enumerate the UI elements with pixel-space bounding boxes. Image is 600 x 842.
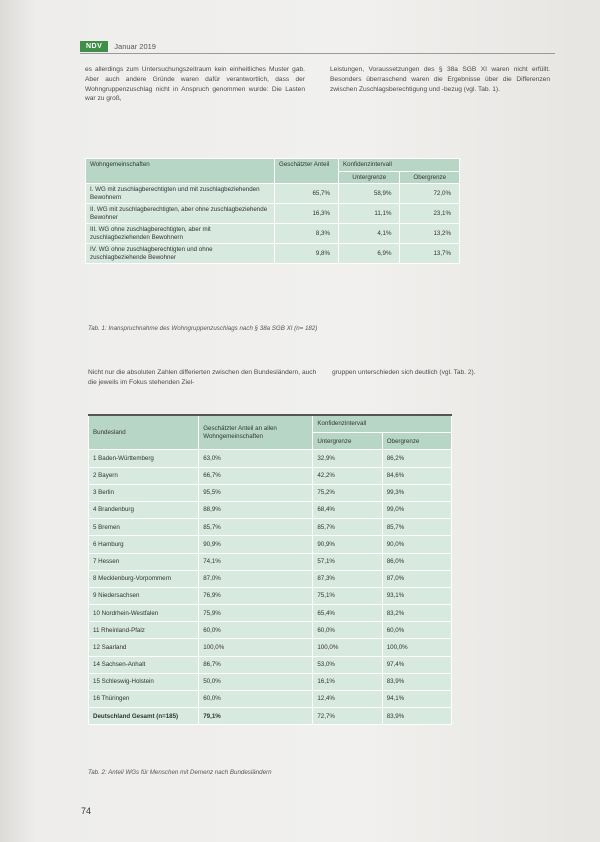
t1-cell-upper: 23,1% bbox=[400, 204, 460, 224]
t2-header-land: Bundesland bbox=[89, 415, 199, 450]
t2-cell-label: 6 Hamburg bbox=[89, 536, 199, 553]
t2-cell-upper: 94,1% bbox=[382, 691, 451, 708]
t2-cell-share: 74,1% bbox=[199, 553, 313, 570]
t2-cell-upper: 99,3% bbox=[382, 484, 451, 501]
t2-row bbox=[89, 484, 452, 501]
t2-cell-lower: 32,9% bbox=[313, 450, 382, 467]
t2-cell-share: 75,9% bbox=[199, 605, 313, 622]
t2-cell-lower: 60,0% bbox=[313, 622, 382, 639]
t2-cell-share: 88,9% bbox=[199, 501, 313, 518]
t1-row bbox=[86, 204, 460, 224]
t1-cell-label: I. WG mit zuschlagberechtigten und mit zuschlagbeziehenden Bewohnern bbox=[86, 184, 275, 204]
t1-cell-label: III. WG ohne zuschlagberechtigten, aber mit zuschlagbeziehenden Bewohnern bbox=[86, 224, 275, 244]
t2-cell-lower: 87,3% bbox=[313, 570, 382, 587]
t2-cell-upper: 60,0% bbox=[382, 622, 451, 639]
t2-cell-label: 3 Berlin bbox=[89, 484, 199, 501]
t2-cell-upper: 93,1% bbox=[382, 587, 451, 604]
t2-cell-share: 95,5% bbox=[199, 484, 313, 501]
t2-cell-label: 9 Niedersachsen bbox=[89, 587, 199, 604]
t2-cell-upper: 97,4% bbox=[382, 656, 451, 673]
t1-row bbox=[86, 184, 460, 204]
t2-cell-upper: 85,7% bbox=[382, 519, 451, 536]
t1-cell-share: 8,3% bbox=[275, 224, 339, 244]
t2-cell-label: 2 Bayern bbox=[89, 467, 199, 484]
t2-cell-lower: 42,2% bbox=[313, 467, 382, 484]
t2-cell-upper: 100,0% bbox=[382, 639, 451, 656]
t2-cell-lower: 53,0% bbox=[313, 656, 382, 673]
t2-cell-lower: 57,1% bbox=[313, 553, 382, 570]
table-2 bbox=[88, 414, 452, 725]
t1-cell-upper: 13,2% bbox=[400, 224, 460, 244]
t2-cell-lower: 16,1% bbox=[313, 673, 382, 690]
t2-cell-share: 60,0% bbox=[199, 622, 313, 639]
t1-row bbox=[86, 244, 460, 264]
journal-badge: NDV bbox=[80, 41, 108, 52]
t2-row bbox=[89, 639, 452, 656]
t1-cell-label: II. WG mit zuschlagberechtigten, aber ohne zuschlagbeziehende Bewohner bbox=[86, 204, 275, 224]
t2-cell-upper: 87,0% bbox=[382, 570, 451, 587]
t2-cell-label: 4 Brandenburg bbox=[89, 501, 199, 518]
issue-date: Januar 2019 bbox=[114, 42, 156, 51]
table-2-caption: Tab. 2: Anteil WGs für Menschen mit Demenz nach Bundesländern bbox=[88, 769, 272, 776]
t1-cell-share: 16,3% bbox=[275, 204, 339, 224]
t2-row bbox=[89, 536, 452, 553]
t2-cell-share: 76,9% bbox=[199, 587, 313, 604]
t2-cell-share: 66,7% bbox=[199, 467, 313, 484]
page-header bbox=[80, 41, 156, 52]
t2-row bbox=[89, 656, 452, 673]
t2-cell-share: 87,0% bbox=[199, 570, 313, 587]
t2-cell-label: 10 Nordrhein-Westfalen bbox=[89, 605, 199, 622]
t2-cell-share: 60,0% bbox=[199, 691, 313, 708]
header-divider bbox=[80, 53, 555, 54]
t2-cell-label: 15 Schleswig-Holstein bbox=[89, 673, 199, 690]
t2-header-lower: Untergrenze bbox=[313, 433, 382, 450]
t1-header-upper: Obergrenze bbox=[400, 171, 460, 184]
middle-text-right: gruppen unterschieden sich deutlich (vgl. Tab. 2). bbox=[332, 369, 476, 376]
t1-cell-lower: 6,9% bbox=[339, 244, 400, 264]
t1-cell-lower: 11,1% bbox=[339, 204, 400, 224]
t2-row bbox=[89, 691, 452, 708]
body-text-left: es allerdings zum Untersuchungszeitraum kein einheitliches Muster gab. Aber auch andere Gründe waren dafür verantwortlich, dass der Wohngruppenzuschlag nicht in Anspruch genommen wurde: Die Lasten war zu groß, bbox=[85, 66, 305, 103]
t2-cell-lower: 68,4% bbox=[313, 501, 382, 518]
t2-cell-share: 79,1% bbox=[199, 708, 313, 725]
t2-cell-label: 8 Mecklenburg-Vorpommern bbox=[89, 570, 199, 587]
t2-cell-upper: 90,0% bbox=[382, 536, 451, 553]
t2-cell-lower: 65,4% bbox=[313, 605, 382, 622]
body-text-right: Leistungen, Voraussetzungen des § 38a SGB XI waren nicht erfüllt. Besonders überraschend waren die Ergebnisse über die Differenzen zwischen Zuschlagsberechtigung und -bezug (vgl. Tab. 1). bbox=[330, 66, 550, 93]
t2-row bbox=[89, 450, 452, 467]
t2-cell-lower: 12,4% bbox=[313, 691, 382, 708]
t2-cell-lower: 90,9% bbox=[313, 536, 382, 553]
table-1-caption: Tab. 1: Inanspruchnahme des Wohngruppenzuschlags nach § 38a SGB XI (n= 182) bbox=[88, 325, 318, 332]
middle-text-left: Nicht nur die absoluten Zahlen differierten zwischen den Bundesländern, auch die jeweils im Fokus stehenden Ziel- bbox=[88, 369, 317, 386]
t2-header-share: Geschätzter Anteil an allen Wohngemeinschaften bbox=[199, 415, 313, 450]
t2-cell-lower: 72,7% bbox=[313, 708, 382, 725]
t2-row bbox=[89, 501, 452, 518]
t2-cell-upper: 86,2% bbox=[382, 450, 451, 467]
t1-cell-upper: 13,7% bbox=[400, 244, 460, 264]
t2-row bbox=[89, 708, 452, 725]
t2-cell-share: 85,7% bbox=[199, 519, 313, 536]
t2-cell-label: 14 Sachsen-Anhalt bbox=[89, 656, 199, 673]
t2-cell-share: 50,0% bbox=[199, 673, 313, 690]
t1-cell-share: 65,7% bbox=[275, 184, 339, 204]
t1-header-share: Geschätzter Anteil bbox=[275, 159, 339, 184]
t2-row bbox=[89, 605, 452, 622]
page-number: 74 bbox=[81, 806, 92, 816]
t1-header-ci: Konfidenzintervall bbox=[339, 159, 460, 172]
t2-cell-label: 11 Rheinland-Pfalz bbox=[89, 622, 199, 639]
t2-cell-upper: 83,2% bbox=[382, 605, 451, 622]
t2-cell-lower: 75,1% bbox=[313, 587, 382, 604]
t2-row bbox=[89, 587, 452, 604]
t2-cell-lower: 100,0% bbox=[313, 639, 382, 656]
t1-header-lower: Untergrenze bbox=[339, 171, 400, 184]
t2-row bbox=[89, 570, 452, 587]
t2-header-ci: Konfidenzintervall bbox=[313, 415, 452, 433]
t1-cell-label: IV. WG ohne zuschlagberechtigten und ohne zuschlagbeziehende Bewohner bbox=[86, 244, 275, 264]
t2-cell-share: 90,9% bbox=[199, 536, 313, 553]
t2-cell-upper: 83,9% bbox=[382, 673, 451, 690]
t2-cell-upper: 84,6% bbox=[382, 467, 451, 484]
table-1 bbox=[85, 158, 460, 264]
t2-cell-label: Deutschland Gesamt (n=185) bbox=[89, 708, 199, 725]
t2-header-upper: Obergrenze bbox=[382, 433, 451, 450]
t2-cell-label: 16 Thüringen bbox=[89, 691, 199, 708]
t2-row bbox=[89, 673, 452, 690]
t2-cell-upper: 99,0% bbox=[382, 501, 451, 518]
t2-row bbox=[89, 519, 452, 536]
t2-cell-upper: 86,0% bbox=[382, 553, 451, 570]
t2-row bbox=[89, 553, 452, 570]
t2-cell-share: 100,0% bbox=[199, 639, 313, 656]
t2-cell-label: 7 Hessen bbox=[89, 553, 199, 570]
t2-cell-label: 1 Baden-Württemberg bbox=[89, 450, 199, 467]
t1-cell-lower: 58,9% bbox=[339, 184, 400, 204]
t2-cell-lower: 75,2% bbox=[313, 484, 382, 501]
t2-cell-lower: 85,7% bbox=[313, 519, 382, 536]
t1-header-wg: Wohngemeinschaften bbox=[86, 159, 275, 184]
t2-cell-share: 86,7% bbox=[199, 656, 313, 673]
t2-cell-share: 63,0% bbox=[199, 450, 313, 467]
t2-cell-upper: 83,9% bbox=[382, 708, 451, 725]
t2-cell-label: 12 Saarland bbox=[89, 639, 199, 656]
t1-cell-share: 9,8% bbox=[275, 244, 339, 264]
t2-cell-label: 5 Bremen bbox=[89, 519, 199, 536]
t1-row bbox=[86, 224, 460, 244]
t1-cell-lower: 4,1% bbox=[339, 224, 400, 244]
t1-cell-upper: 72,0% bbox=[400, 184, 460, 204]
t2-row bbox=[89, 622, 452, 639]
t2-row bbox=[89, 467, 452, 484]
